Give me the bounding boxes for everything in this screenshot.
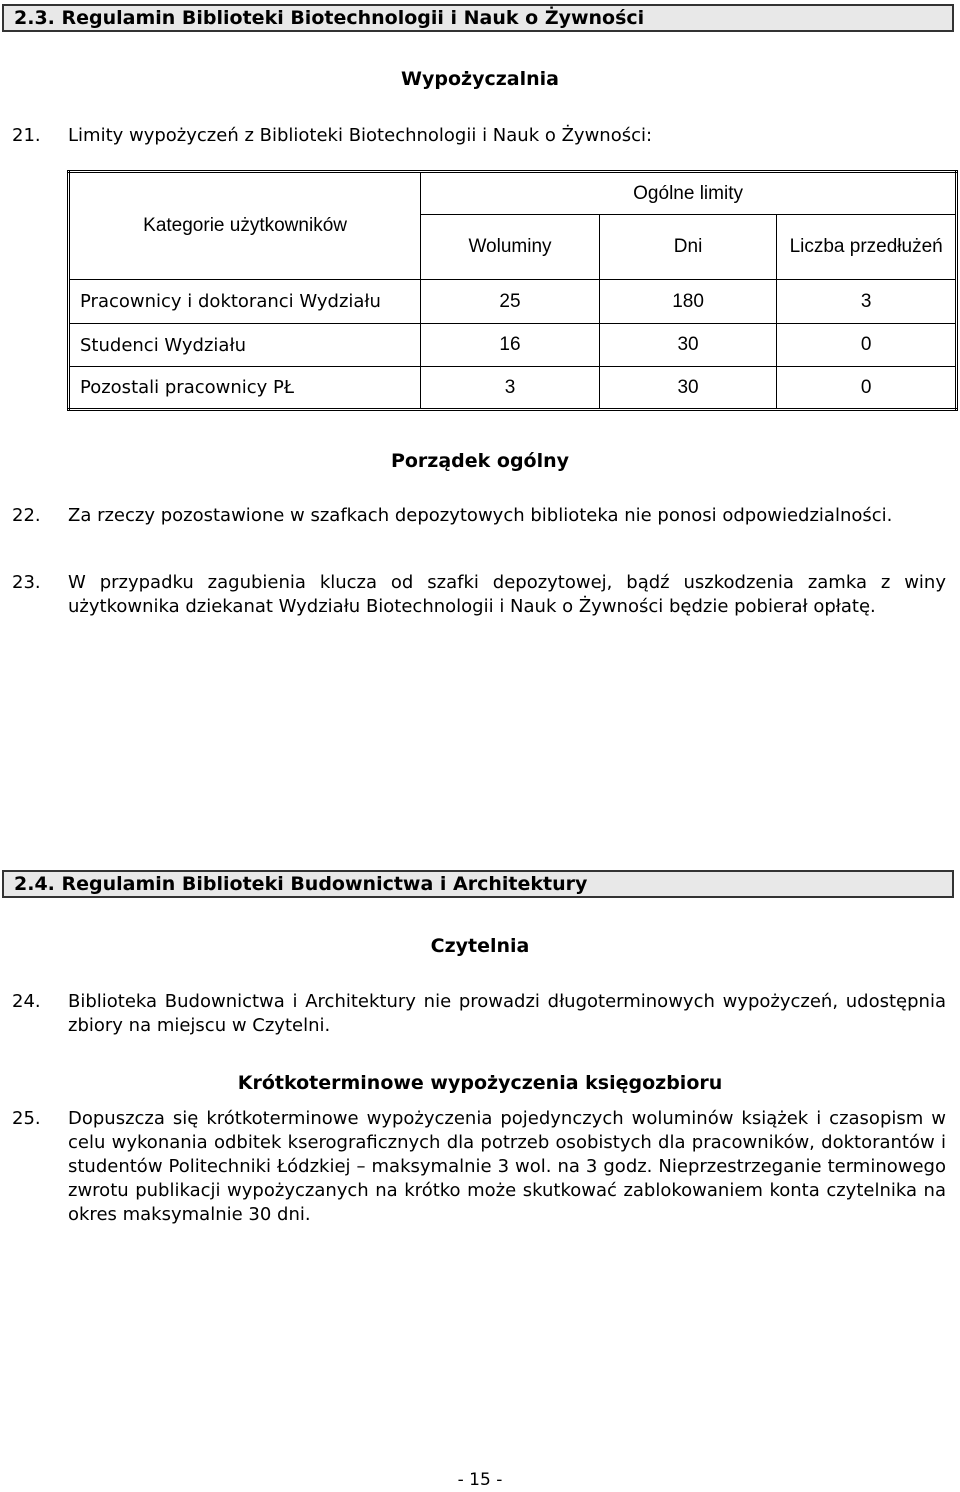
subheading-krotkoterminowe: Krótkoterminowe wypożyczenia księgozbioru: [237, 1072, 723, 1094]
limits-table: [67, 170, 958, 411]
item-text: Dopuszcza się krótkoterminowe wypożyczenia pojedynczych woluminów książek i czasopism w celu wykonania odbitek kserograficznych dla potrzeb osobistych dla pracowników, doktorantów i studentów Politechniki Łódzkiej – maksymalnie 3 wol. na 3 godz. Nieprzestrzeganie terminowego zwrotu publikacji wypożyczanych na krótko może skutkować zablokowaniem konta czytelnika na okres maksymalnie 30 dni.: [68, 1108, 946, 1225]
subheading-czytelnia: Czytelnia: [430, 935, 530, 957]
page-number: - 15 -: [457, 1470, 503, 1490]
row-days: 30: [599, 324, 776, 367]
item-21: [12, 124, 946, 148]
item-number: 22.: [12, 505, 41, 526]
row-days: 30: [599, 367, 776, 410]
section-header-2-3: 2.3. Regulamin Biblioteki Biotechnologii i Nauk o Żywności: [2, 4, 954, 32]
table-row: [69, 280, 957, 324]
item-24: [12, 990, 946, 1038]
item-text: Za rzeczy pozostawione w szafkach depozytowych biblioteka nie ponosi odpowiedzialności.: [68, 505, 893, 526]
header-category: Kategorie użytkowników: [69, 172, 421, 280]
item-number: 24.: [12, 991, 41, 1012]
item-25: [12, 1107, 946, 1227]
header-volumes: Woluminy: [421, 215, 600, 280]
row-volumes: 16: [421, 324, 600, 367]
row-volumes: 3: [421, 367, 600, 410]
item-number: 23.: [12, 572, 41, 593]
row-category: Pozostali pracownicy PŁ: [69, 367, 421, 410]
item-number: 21.: [12, 125, 41, 146]
item-text: Limity wypożyczeń z Biblioteki Biotechnologii i Nauk o Żywności:: [68, 125, 653, 146]
item-22: [12, 504, 946, 528]
table-row: [69, 324, 957, 367]
row-renewals: 0: [777, 367, 957, 410]
item-23: [12, 571, 946, 619]
table-row: [69, 367, 957, 410]
header-renewals: Liczba przedłużeń: [777, 215, 957, 280]
header-general-limits: Ogólne limity: [421, 172, 957, 215]
row-category: Pracownicy i doktoranci Wydziału: [69, 280, 421, 324]
row-days: 180: [599, 280, 776, 324]
item-number: 25.: [12, 1108, 41, 1129]
row-renewals: 3: [777, 280, 957, 324]
subheading-porzadek-ogolny: Porządek ogólny: [390, 450, 570, 472]
item-text: W przypadku zagubienia klucza od szafki depozytowej, bądź uszkodzenia zamka z winy użytkownika dziekanat Wydziału Biotechnologii i Nauk o Żywności będzie pobierał opłatę.: [68, 572, 946, 617]
row-category: Studenci Wydziału: [69, 324, 421, 367]
row-volumes: 25: [421, 280, 600, 324]
item-text: Biblioteka Budownictwa i Architektury nie prowadzi długoterminowych wypożyczeń, udostępnia zbiory na miejscu w Czytelni.: [68, 991, 946, 1036]
section-header-2-4: 2.4. Regulamin Biblioteki Budownictwa i Architektury: [2, 870, 954, 898]
subheading-wypozyczalnia: Wypożyczalnia: [401, 68, 559, 90]
header-days: Dni: [599, 215, 776, 280]
row-renewals: 0: [777, 324, 957, 367]
